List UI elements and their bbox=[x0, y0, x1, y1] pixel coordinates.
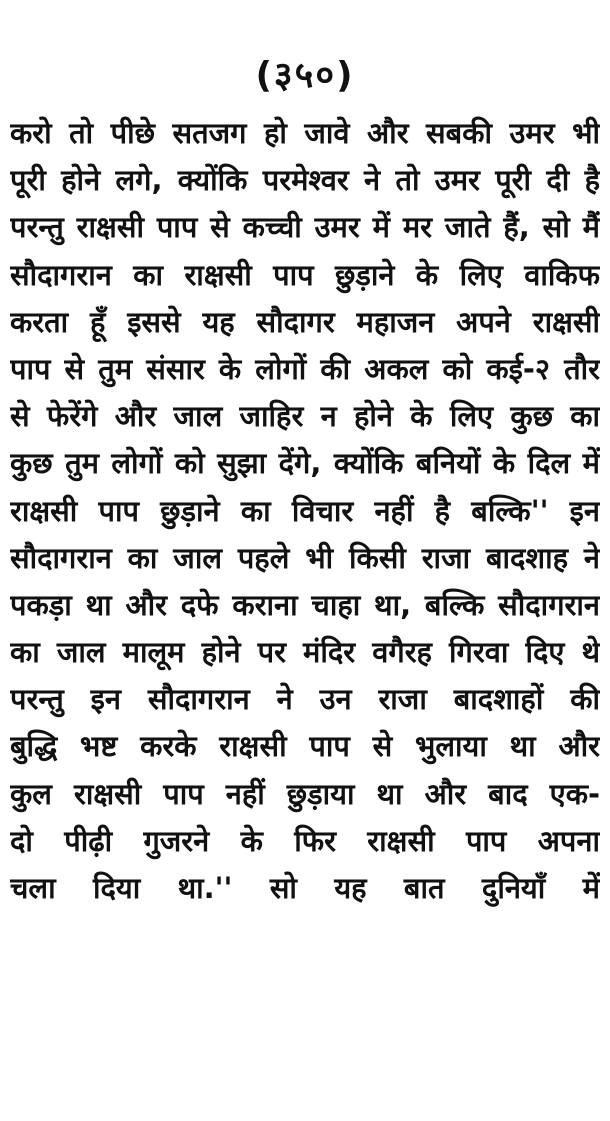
text-line: करो तो पीछे सतजग हो जावे और सबकी उमर भी bbox=[10, 116, 600, 150]
text-line: राक्षसी पाप छुड़ाने का विचार नहीं है बल्कि'' इन bbox=[10, 493, 600, 528]
text-line: सौदागरान का राक्षसी पाप छुड़ाने के लिए वाकिफ bbox=[10, 257, 600, 292]
text-line: चला दिया था.'' सो यह बात दुनियाँ में bbox=[10, 871, 600, 905]
text-line: दो पीढ़ी गुजरने के फिर राक्षसी पाप अपना bbox=[10, 823, 600, 858]
text-line: पूरी होने लगे, क्योंकि परमेश्वर ने तो उमर पूरी दी है bbox=[10, 163, 600, 198]
text-line: का जाल मालूम होने पर मंदिर वगैरह गिरवा दिए थे bbox=[10, 635, 600, 670]
text-line: परन्तु राक्षसी पाप से कच्ची उमर में मर जाते हैं, सो मैं bbox=[10, 210, 600, 245]
text-line: करता हूँ इससे यह सौदागर महाजन अपने राक्षसी bbox=[10, 304, 600, 339]
text-line: पकड़ा था और दफे कराना चाहा था, बल्कि सौदागरान bbox=[10, 587, 600, 622]
text-line: सौदागरान का जाल पहले भी किसी राजा बादशाह ने bbox=[10, 540, 600, 575]
text-line: कुछ तुम लोगों को सुझा देंगे, क्योंकि बनियों के दिल में bbox=[10, 446, 600, 481]
page-number: (३५०) bbox=[255, 55, 355, 96]
text-line: बुद्धि भष्ट करके राक्षसी पाप से भुलाया था और bbox=[10, 729, 600, 764]
text-line: कुल राक्षसी पाप नहीं छुड़ाया था और बाद एक- bbox=[10, 776, 600, 811]
text-line: परन्तु इन सौदागरान ने उन राजा बादशाहों की bbox=[10, 682, 600, 717]
text-line: से फेरेंगे और जाल जाहिर न होने के लिए कुछ का bbox=[10, 399, 600, 434]
body-text bbox=[10, 110, 600, 912]
text-line: पाप से तुम संसार के लोगों की अकल को कई-२ तौर bbox=[10, 351, 600, 386]
